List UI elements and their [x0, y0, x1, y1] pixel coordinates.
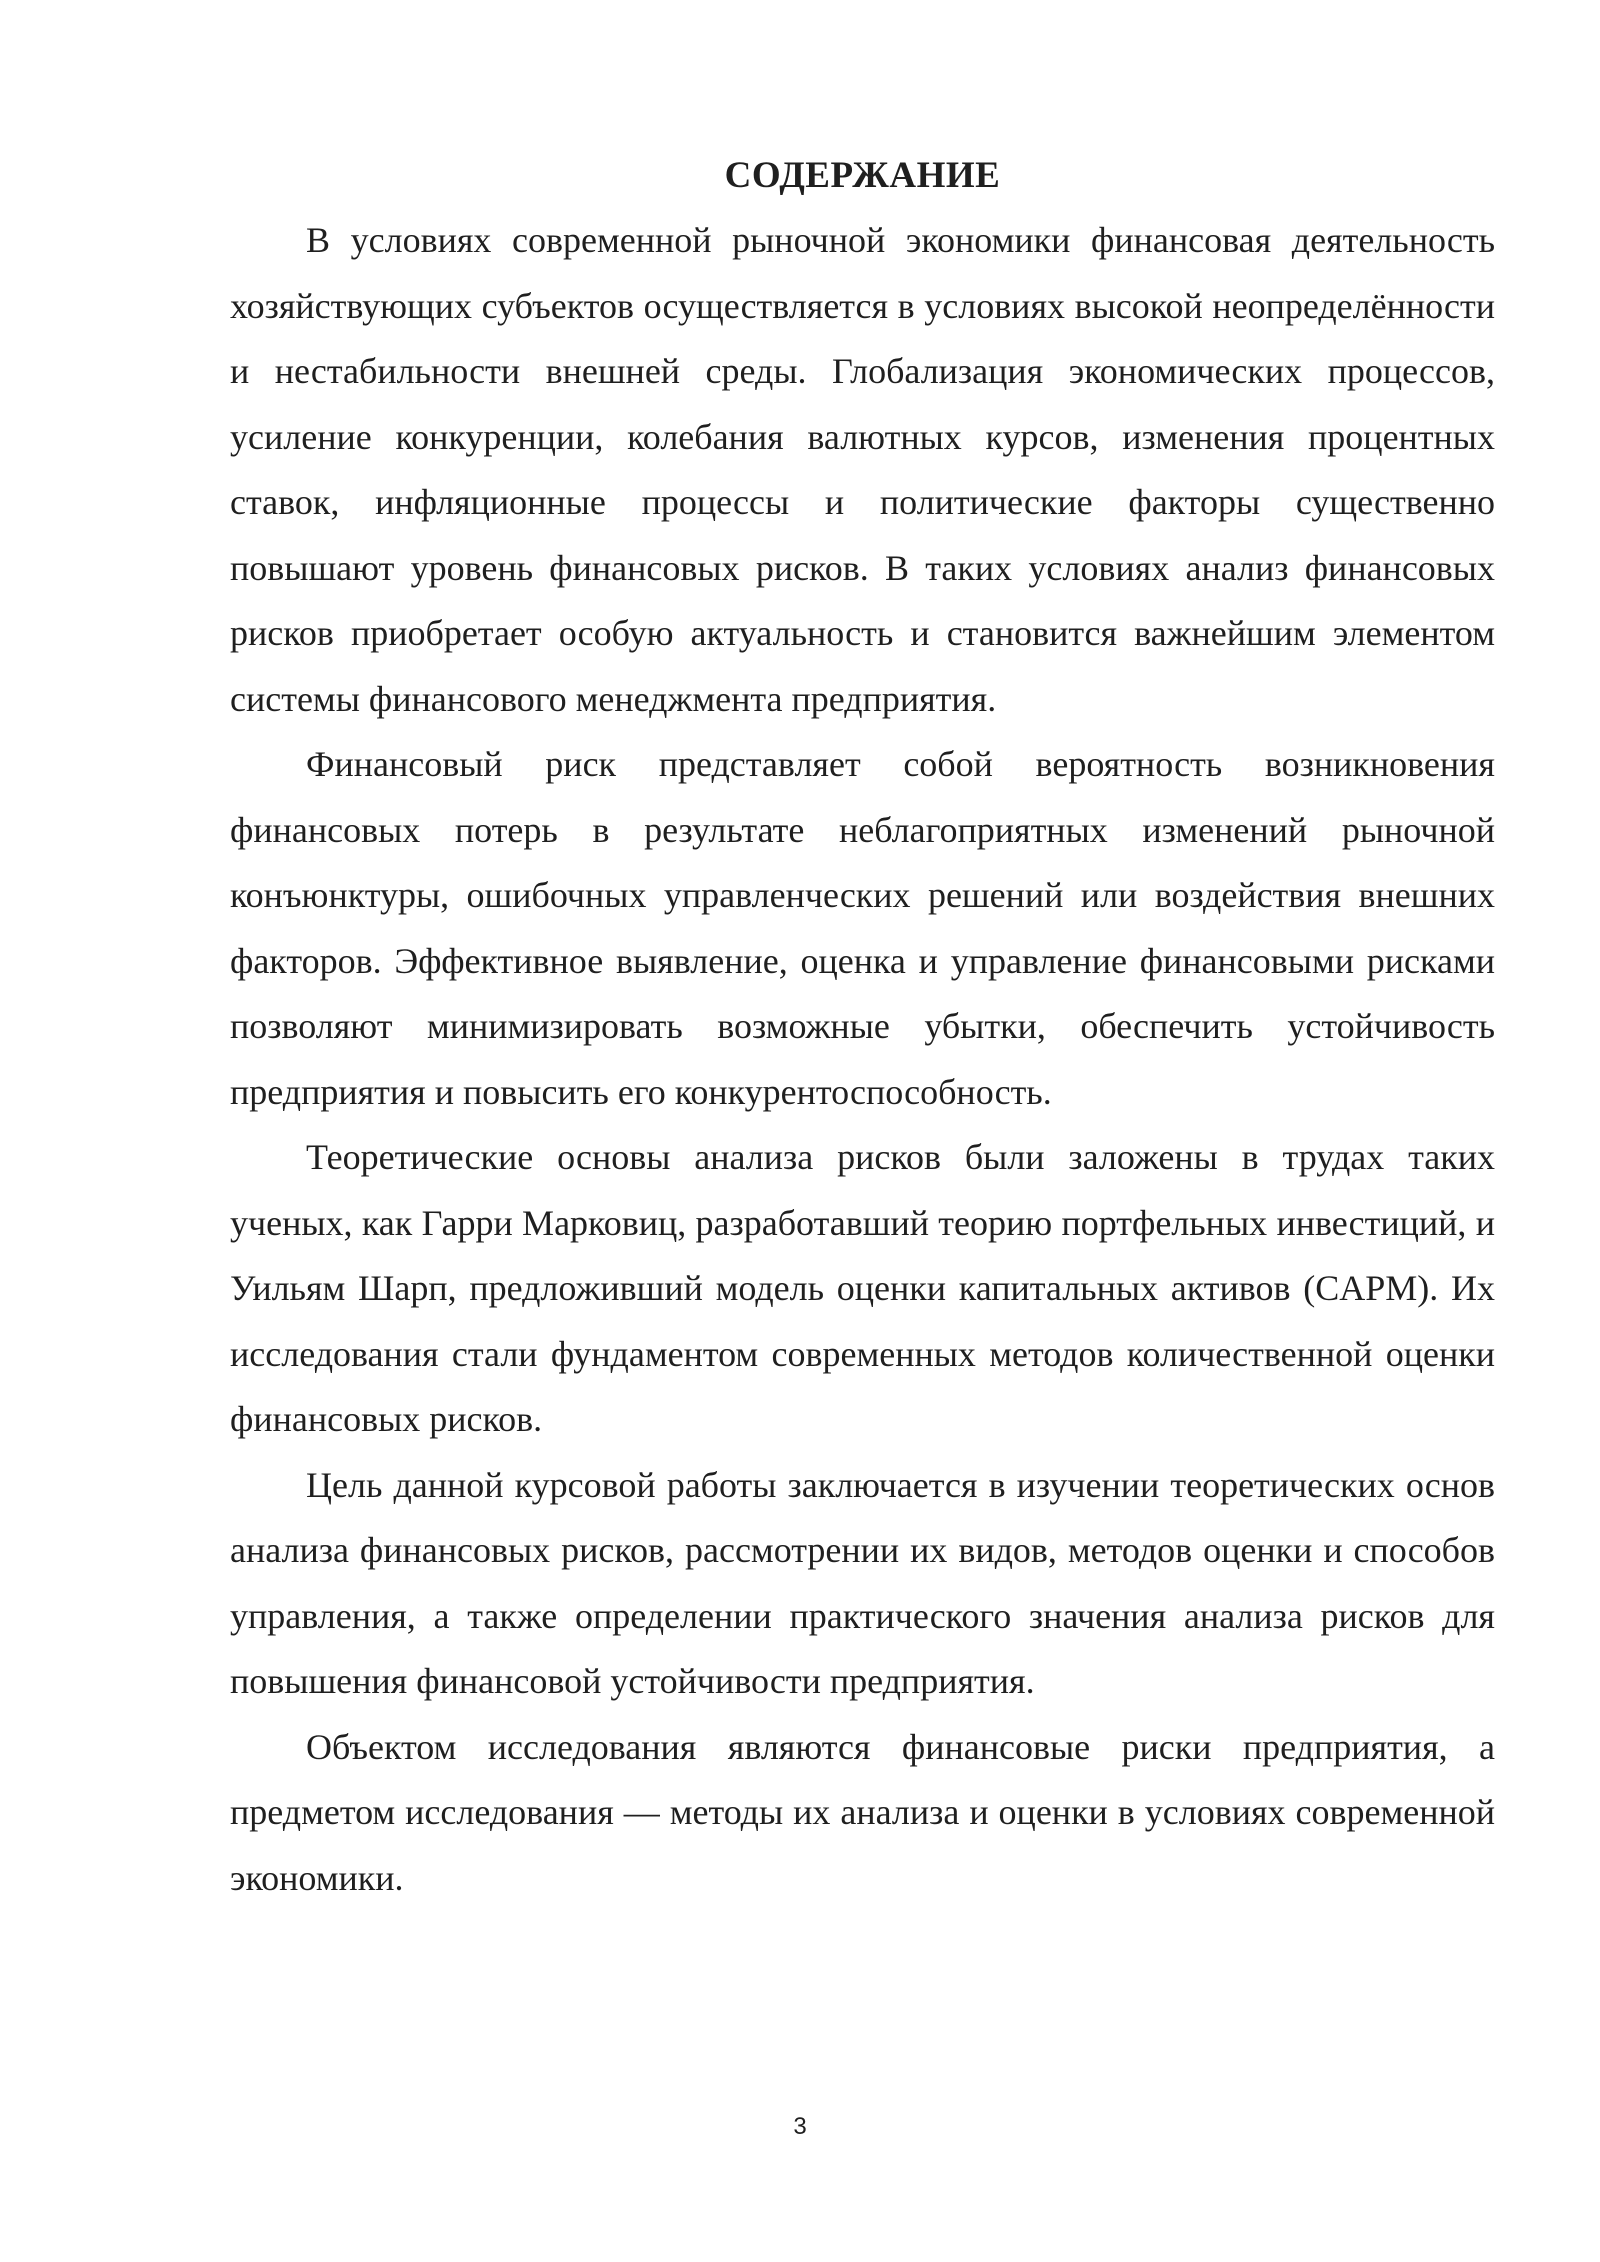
paragraph-research-object: Объектом исследования являются финансовые риски предприятия, а предметом исследования — методы их анализа и оценки в условиях современной экономики.: [230, 1726, 1495, 1898]
paragraph-introduction: В условиях современной рыночной экономики финансовая деятельность хозяйствующих субъектов осуществляется в условиях высокой неопределённости и нестабильности внешней среды. Глобализация экономических процессов, усиление конкуренции, колебания валютных курсов, изменения процентных ставок, инфляционные процессы и политические факторы существенно повышают уровень финансовых рисков. В таких условиях анализ финансовых рисков приобретает особую актуальность и становится важнейшим элементом системы финансового менеджмента предприятия.: [230, 220, 1495, 719]
page-content: [230, 150, 1495, 1911]
page-number: 3: [793, 2113, 807, 2140]
paragraph-research-goal: Цель данной курсовой работы заключается в изучении теоретических основ анализа финансовых рисков, рассмотрении их видов, методов оценки и способов управления, а также определении практического значения анализа рисков для повышения финансовой устойчивости предприятия.: [230, 1464, 1495, 1701]
page-heading: СОДЕРЖАНИЕ: [724, 155, 1001, 196]
paragraph-theoretical-foundations: Теоретические основы анализа рисков были заложены в трудах таких ученых, как Гарри Марковиц, разработавший теорию портфельных инвестиций, и Уильям Шарп, предложивший модель оценки капитальных активов (CAPM). Их исследования стали фундаментом современных методов количественной оценки финансовых рисков.: [230, 1137, 1495, 1439]
paragraph-financial-risk-definition: Финансовый риск представляет собой вероятность возникновения финансовых потерь в результате неблагоприятных изменений рыночной конъюнктуры, ошибочных управленческих решений или воздействия внешних факторов. Эффективное выявление, оценка и управление финансовыми рисками позволяют минимизировать возможные убытки, обеспечить устойчивость предприятия и повысить его конкурентоспособность.: [230, 744, 1495, 1112]
